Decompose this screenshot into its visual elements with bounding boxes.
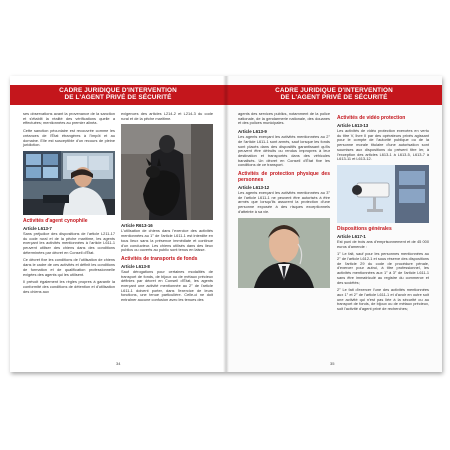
- article-title: Article L613-7: [23, 225, 52, 231]
- paragraph: Cette sanction pécuniaire est recouvrée comme les créances de l'État étrangères à l'impôt et au domaine. Elle est susceptible d'un recours de pleine juridiction.: [23, 128, 115, 148]
- banner-title-line2: DE L'AGENT PRIVÉ DE SÉCURITÉ: [280, 94, 388, 102]
- paragraph: exigences des articles L214-2 et L214-3 du code rural et de la pêche maritime.: [121, 111, 213, 121]
- banner-title-line1: CADRE JURIDIQUE D'INTERVENTION: [275, 87, 393, 94]
- paragraph: L'utilisation de chiens dans l'exercice des activités mentionnées au 1° de l'article L611-1 est interdite en tous lieux sans la présence immédiate et continue d'un conducteur. Les chiens utilisés dans des lieux publics ou ouverts au public sont tenus en laisse.: [121, 228, 213, 253]
- article-title: Article R613-16: [121, 223, 153, 229]
- section-heading-general-provisions: Dispositions générales: [337, 225, 392, 232]
- paragraph: 1° Le fait, sauf pour les personnes mentionnées au 2° de l'article L612-1 et sous réserve des dispositions de l'article 29 du code de procédure pénale, d'exercer pour autrui, à titre professionnel, les activités mentionnées aux 1° à 3° de l'article L611-1 sans être immatriculé au registre du commerce et des sociétés;: [337, 251, 429, 285]
- paragraph: Sans préjudice des dispositions de l'article L211-17 du code rural et de la pêche maritime, les agents exerçant les activités mentionnées à l'article L611-1 peuvent utiliser des chiens dans des conditions déterminées par décret en Conseil d'État.: [23, 230, 115, 255]
- paragraph: Il prévoit également les règles propres à garantir la conformité des conditions de détention et d'utilisation des chiens aux: [23, 279, 115, 294]
- article-title: Article L613-12: [238, 185, 270, 191]
- page-number: 34: [116, 361, 121, 366]
- article-title: Article L613-13: [337, 123, 369, 128]
- paragraph: 2° Le fait d'exercer l'une des activités mentionnées aux 1° et 2° de l'article L611-1 et d'avoir en outre soit une activité qui n'est pas liée à la sécurité ou au transport de fonds, de bijoux ou de métaux précieux, soit l'activité d'agent privé de recherches;: [337, 287, 429, 312]
- paragraph: agents des services publics, notamment de la police nationale, de la gendarmerie nationale, des douanes et des polices municipales.: [238, 111, 330, 126]
- paragraph: Ce décret fixe les conditions de l'utilisation de chiens dans le cadre de ces activités et définit les conditions de formation et de qualification professionnelle exigées des agents qui les utilisent.: [23, 257, 115, 277]
- cctv-camera-photo: [337, 165, 429, 223]
- page-number: 35: [330, 361, 335, 366]
- article-title: Article L613-8: [121, 263, 150, 269]
- right-page-column-2: [337, 112, 429, 315]
- paragraph: ses observations avant la provenance de la sanction et s'établit la réalité des vérifications quelle a effectuées; mentionnées au premier alinéa.: [23, 111, 115, 126]
- banner-title-line1: CADRE JURIDIQUE D'INTERVENTION: [59, 87, 177, 94]
- section-heading-video-protection: Activités de vidéo protection: [337, 115, 406, 121]
- right-page: [226, 76, 442, 372]
- section-heading-personal-protection: Activités de protection physique des personnes: [238, 171, 330, 184]
- paragraph: Est puni de trois ans d'emprisonnement et de 45 000 euros d'amende :: [337, 238, 429, 249]
- article-title: Article L613-9: [238, 129, 267, 135]
- security-operator-monitoring-photo: [23, 151, 115, 215]
- right-page-column-1: [238, 112, 330, 291]
- article-title: Article L617-1: [337, 233, 366, 239]
- paragraph: Les agents exerçant les activités mentionnées au 2° de l'article L611-1 sont armés, sauf lorsque les fonds sont placés dans des dispositifs garantissant qu'ils peuvent être détruits ou rendus impropres à leur destination et transportés dans des véhicules banalisés. Un décret en Conseil d'État fixe les conditions de ce transport.: [238, 134, 330, 168]
- paragraph: Sauf dérogations pour certaines modalités de transport de fonds, de bijoux ou de métaux précieux définies par décret en Conseil d'État, les agents exerçant une activité mentionnée au 2° de l'article L611-1 doivent porter, dans l'exercice de leurs fonctions, une tenue particulière. Celle-ci ne doit entraîner aucune confusion avec les tenues des: [121, 268, 213, 303]
- right-page-banner: [226, 85, 442, 105]
- bodyguard-earpiece-photo: [238, 218, 330, 288]
- section-heading-dog-handler: Activités d'agent cynophile: [23, 217, 88, 224]
- paragraph: Les agents exerçant les activités mentionnées au 3° de l'article L611-1 ne peuvent être autorisés à être armés que lorsqu'ils assurent la protection d'une personne exposée à des risques exceptionnels d'atteinte à sa vie.: [238, 190, 330, 214]
- section-heading-cash-transport: Activités de transports de fonds: [121, 255, 198, 262]
- page-fold-shadow: [223, 76, 229, 372]
- banner-title-line2: DE L'AGENT PRIVÉ DE SÉCURITÉ: [64, 94, 172, 102]
- left-page: [10, 76, 226, 372]
- left-page-banner: [10, 85, 226, 105]
- dog-handler-photo: [121, 124, 213, 220]
- left-page-column-1: [23, 112, 115, 297]
- brochure-spread: [10, 76, 442, 372]
- left-page-column-2: [121, 112, 213, 306]
- paragraph: Les activités de vidéo protection exercées en vertu du titre V, livre II par des opérateurs privés agissant pour le compte de l'autorité publique ou de la personne morale titulaire d'une autorisation sont soumises aux dispositions du présent titre ler, à l'exception des articles L613-1 à L613-5, L613-7 à L613-11 et L613-12.: [337, 128, 429, 162]
